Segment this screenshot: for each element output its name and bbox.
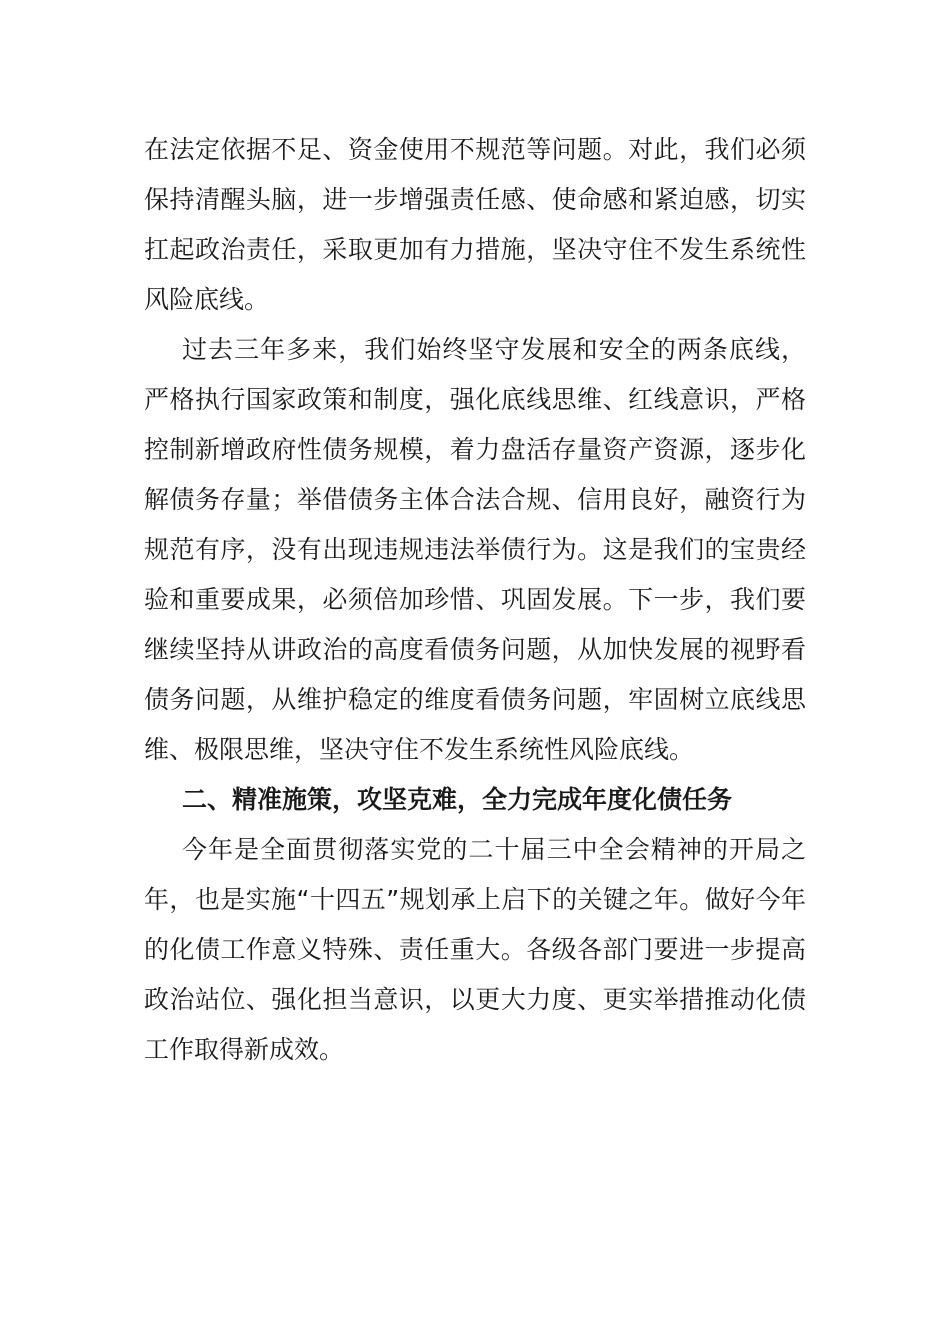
- document-body: [144, 125, 806, 1075]
- paragraph-this-year: 今年是全面贯彻落实党的二十届三中全会精神的开局之年，也是实施“十四五”规划承上启下的关键之年。做好今年的化债工作意义特殊、责任重大。各级各部门要进一步提高政治站位、强化担当意识，以更大力度、更实举措推动化债工作取得新成效。: [144, 835, 806, 1064]
- paragraph-risk-problems: 在法定依据不足、资金使用不规范等问题。对此，我们必须保持清醒头脑，进一步增强责任感、使命感和紧迫感，切实扛起政治责任，采取更加有力措施，坚决守住不发生系统性风险底线。: [144, 135, 806, 314]
- section-heading-two: 二、精准施策，攻坚克难，全力完成年度化债任务: [182, 785, 733, 814]
- paragraph-past-three-years: 过去三年多来，我们始终坚守发展和安全的两条底线，严格执行国家政策和制度，强化底线思维、红线意识，严格控制新增政府性债务规模，着力盘活存量资产资源，逐步化解债务存量；举借债务主体合法合规、信用良好，融资行为规范有序，没有出现违规违法举债行为。这是我们的宝贵经验和重要成果，必须倍加珍惜、巩固发展。下一步，我们要继续坚持从讲政治的高度看债务问题，从加快发展的视野看债务问题，从维护稳定的维度看债务问题，牢固树立底线思维、极限思维，坚决守住不发生系统性风险底线。: [144, 335, 806, 764]
